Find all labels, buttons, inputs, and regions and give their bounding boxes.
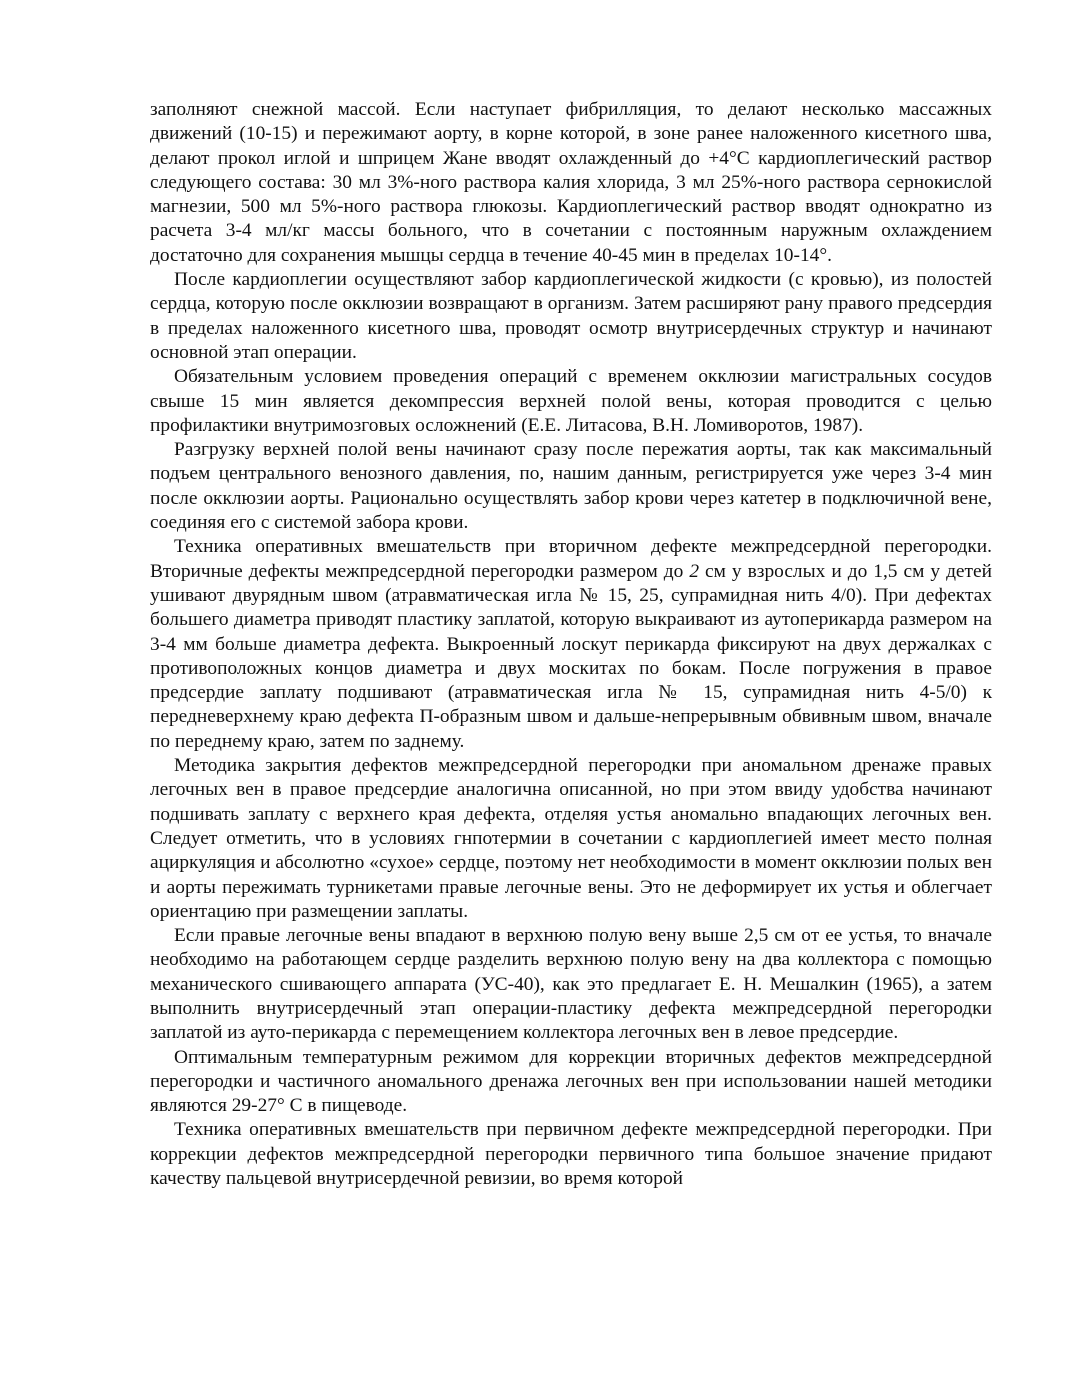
paragraph-svc-collectors: Если правые легочные вены впадают в верхнюю полую вену выше 2,5 см от ее устья, то вначале необходимо на работающем сердце разделить верхнюю полую вену на два коллектора с помощью механического сшивающего аппарата (УС-40), как это предлагает Е. Н. Мешалкин (1965), а затем выполнить внутрисердечный этап операции-пластику дефекта межпредсердной перегородки заплатой из ауто-перикарда с перемещением коллектора легочных вен в левое предсердие. bbox=[150, 925, 992, 1044]
paragraph-cardioplegia-solution: заполняют снежной массой. Если наступает фибрилляция, то делают несколько массажных движений (10-15) и пережимают аорту, в корне которой, в зоне ранее наложенного кисетного шва, делают прокол иглой и шприцем Жане вводят охлажденный до +4°С кардиоплегический раствор следующего состава: 30 мл 3%-ного раствора калия хлорида, 3 мл 25%-ного раствора сернокислой магнезии, 500 мл 5%-ного раствора глюкозы. Кардиоплегический раствор вводят однократно из расчета 3-4 мл/кг массы больного, что в сочетании с постоянным наружным охлаждением достаточно для сохранения мышцы сердца в течение 40-45 мин в пределах 10-14°. bbox=[150, 99, 992, 266]
paragraph-anomalous-drainage: Методика закрытия дефектов межпредсердной перегородки при аномальном дренаже правых легочных вен в правое предсердие аналогична описанной, но при этом ввиду удобства начинают подшивать заплату с верхнего края дефекта, отделяя устья аномально впадающих легочных вен. Следует отметить, что в условиях гнпотермии в сочетании с кардиоплегией имеет место полная ациркуляция и абсолютно «сухое» сердце, поэтому нет необходимости в момент окклюзии полых вен и аорты пережимать турникетами правые легочные вены. Это не деформирует их устья и облегчает ориентацию при размещении заплаты. bbox=[150, 755, 992, 922]
paragraph-decompression: Обязательным условием проведения операций с временем окклюзии магистральных сосудов свыше 15 мин является декомпрессия верхней полой вены, которая проводится с целью профилактики внутримозговых осложнений (Е.Е. Литасова, В.Н. Ломиворотов, 1987). bbox=[150, 366, 992, 436]
text-segment: см у взрослых и до 1,5 см у детей ушивают двурядным швом (атравматическая игла № 15, 25, супрамидная нить 4/0). При дефектах большего диаметра приводят пластику заплатой, которую выкраивают из аутоперикарда размером на 3-4 мм больше диаметра дефекта. Выкроенный лоскут перикарда фиксируют на двух держалках с противоположных концов диаметра и двух москитах по бокам. После погружения в правое предсердие заплату подшивают (атравматическая игла № 15, супрамидная нить 4-5/0) к передневерхнему краю дефекта П-образным швом и дальше-непрерывным обвивным швом, вначале по переднему краю, затем по заднему. bbox=[150, 560, 992, 752]
document-page bbox=[150, 98, 992, 1191]
italic-value: 2 bbox=[689, 560, 700, 582]
paragraph-svc-unloading: Разгрузку верхней полой вены начинают сразу после пережатия аорты, так как максимальный подъем центрального венозного давления, по, нашим данным, регистрируется уже через 3-4 мин после окклюзии аорты. Рационально осуществлять забор крови через катетер в подключичной вене, соединяя его с системой забора крови. bbox=[150, 439, 992, 534]
paragraph-secondary-defect-technique bbox=[150, 535, 992, 754]
paragraph-temperature-regime: Оптимальным температурным режимом для коррекции вторичных дефектов межпредсердной перегородки и частичного аномального дренажа легочных вен при использовании нашей методики являются 29-27° С в пищеводе. bbox=[150, 1046, 992, 1117]
text-segment: Техника оперативных вмешательств при вторичном дефекте межпредсердной перегородки. Вторичные дефекты межпредсердной перегородки размером до bbox=[150, 536, 992, 582]
paragraph-after-cardioplegia: После кардиоплегии осуществляют забор кардиоплегической жидкости (с кровью), из полостей сердца, которую после окклюзии возвращают в организм. Затем расширяют рану правого предсердия в пределах наложенного кисетного шва, проводят осмотр внутрисердечных структур и начинают основной этап операции. bbox=[150, 269, 992, 363]
paragraph-primary-defect-technique: Техника оперативных вмешательств при первичном дефекте межпредсердной перегородки. При коррекции дефектов межпредсердной перегородки первичного типа большое значение придают качеству пальцевой внутрисердечной ревизии, во время которой bbox=[150, 1119, 992, 1190]
